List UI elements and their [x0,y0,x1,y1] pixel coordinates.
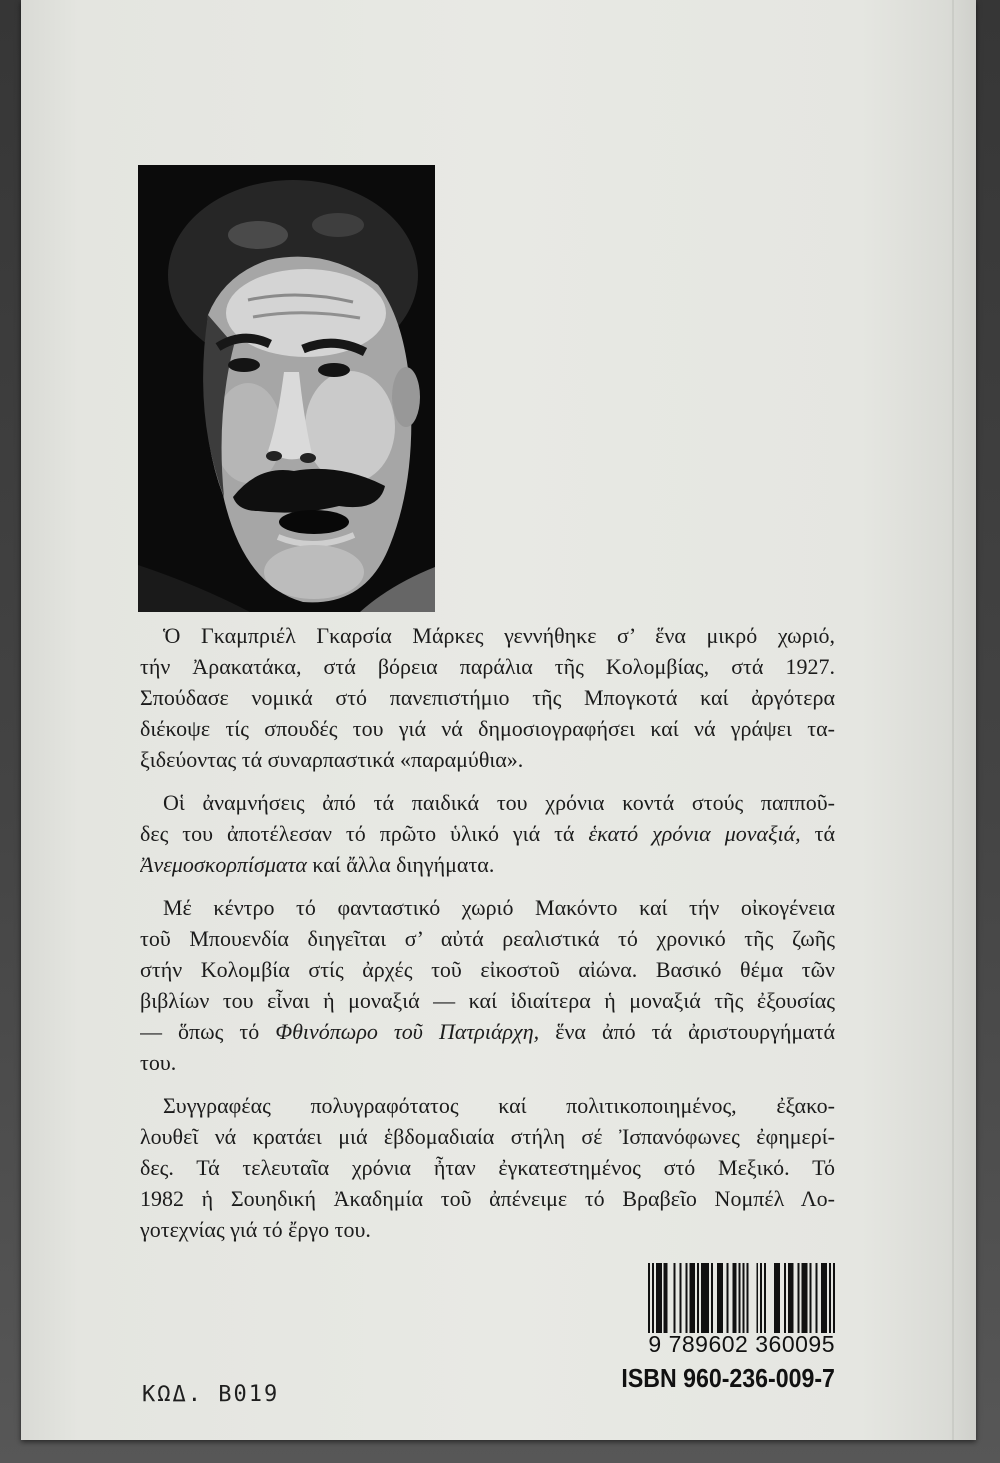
bio-line [140,682,835,713]
bio-line [140,787,835,818]
portrait-left-eye [228,358,260,372]
portrait-chin [264,545,364,599]
text-segment: λουθεῖ νά κρατάει μιά ἑβδομαδιαία στήλη σέ Ἰσπανόφωνες ἐφημερί- [140,1124,835,1149]
bio-line [140,1183,835,1214]
text-segment: τά [814,821,835,846]
text-segment: Οἱ ἀναμνήσεις ἀπό τά παιδικά του χρόνια κοντά στούς παπποῦ- [163,790,835,815]
barcode-bar [679,1263,681,1333]
barcode-bar [764,1263,766,1333]
bio-paragraph-2 [140,787,835,880]
barcode-bar [689,1263,695,1333]
barcode-bar [784,1263,786,1333]
text-segment: δες του ἀποτέλεσαν τό πρῶτο ὑλικό γιά τά [140,821,575,846]
barcode-bar [788,1263,794,1333]
text-segment: τοῦ Μπουενδία διηγεῖται σ’ αὐτά ρεαλιστικά τό χρονικό τῆς ζωῆς [140,926,835,951]
portrait-ear [392,367,420,427]
barcode-bar [760,1263,762,1333]
portrait-nostril [266,451,282,461]
bio-line [140,849,835,880]
barcode-bar [802,1263,808,1333]
barcode-bar [798,1263,800,1333]
barcode-bar [756,1263,758,1333]
text-segment: διέκοψε τίς σπουδές του γιά νά δημοσιογραφήσει καί νά γράψει τα- [140,716,835,741]
text-segment: Σπούδασε νομικά στό πανεπιστήμιο τῆς Μπογκοτά καί ἀργότερα [140,685,835,710]
portrait-right-eye [318,363,350,377]
barcode-bar [739,1263,741,1333]
portrait-hair-highlight [228,221,288,249]
text-segment: ἕνα ἀπό τά ἀριστουργήματά [555,1019,835,1044]
bio-line [140,1214,835,1245]
bio-line [140,954,835,985]
barcode-bar [656,1263,662,1333]
book-title-autumn-of-the-patriarch: Φθινόπωρο τοῦ Πατριάρχη, [275,1019,540,1044]
bio-line [140,1047,835,1078]
bio-line [140,620,835,651]
barcode-bar [685,1263,687,1333]
bio-paragraph-4 [140,1090,835,1245]
spine-fold [952,0,954,1440]
bio-line [140,1090,835,1121]
text-segment: βιβλίων του εἶναι ἡ μοναξιά — καί ἰδιαίτερα ἡ μοναξιά τῆς ἐξουσίας [140,988,835,1013]
barcode-bar [746,1263,748,1333]
text-segment: Μέ κέντρο τό φανταστικό χωριό Μακόντο καί τήν οἰκογένεια [163,895,835,920]
barcode-bar [697,1263,699,1333]
barcode-bar [821,1263,827,1333]
barcode-bar [742,1263,744,1333]
barcode-bar [652,1263,654,1333]
bio-line [140,1152,835,1183]
isbn-number: ISBN 960-236-009-7 [621,1363,835,1393]
text-segment: Συγγραφέας πολυγραφότατος καί πολιτικοποιημένος, ἐξακο- [163,1093,835,1118]
barcode-digits: 9 789602 360095 [648,1331,835,1357]
barcode-bar [648,1263,650,1333]
text-segment: τήν Ἀρακατάκα, στά βόρεια παράλια τῆς Κολομβίας, στά 1927. [140,654,835,679]
text-segment: δες. Τά τελευταῖα χρόνια ἦταν ἐγκατεστημένος στό Μεξικό. Τό [140,1155,835,1180]
portrait-hair-highlight [312,213,364,237]
text-segment: — ὅπως τό [140,1019,260,1044]
bio-line [140,985,835,1016]
bio-line [140,713,835,744]
bio-paragraph-1 [140,620,835,775]
barcode-bar [733,1263,737,1333]
author-portrait [138,165,435,612]
barcode-bar [815,1263,817,1333]
bio-line [140,1016,835,1047]
book-title-one-hundred-years: ἑκατό χρόνια μοναξιά, [588,821,801,846]
portrait-right-cheek [305,371,395,483]
barcode-bar [829,1263,831,1333]
bio-line [140,651,835,682]
book-title-leaf-storm: Ἀνεμοσκορπίσματα [140,852,307,877]
bio-line [140,744,835,775]
barcode-bar [833,1263,835,1333]
barcode-bar [701,1263,709,1333]
barcode-bar [717,1263,723,1333]
barcode-bar [774,1263,780,1333]
bio-line [140,923,835,954]
portrait-mouth [279,510,349,534]
author-biography [140,620,835,1257]
text-segment: ξιδεύοντας τά συναρπαστικά «παραμύθια». [140,747,524,772]
bio-line [140,818,835,849]
portrait-nostril [300,453,316,463]
book-back-cover [21,0,976,1440]
barcode-bar [711,1263,713,1333]
text-segment: 1982 ἡ Σουηδική Ἀκαδημία τοῦ ἀπένειμε τό Βραβεῖο Νομπέλ Λο- [140,1186,835,1211]
product-code-label: ΚΩΔ. Β019 [142,1382,280,1407]
text-segment: του. [140,1050,177,1075]
barcode-bar [809,1263,811,1333]
bio-line [140,1121,835,1152]
isbn-barcode [648,1263,835,1333]
barcode-bar [674,1263,676,1333]
bio-paragraph-3 [140,892,835,1078]
barcode-bar [664,1263,668,1333]
text-segment: γοτεχνίας γιά τό ἔργο του. [140,1217,371,1242]
text-segment: Ὁ Γκαμπριέλ Γκαρσία Μάρκες γεννήθηκε σ’ ἕνα μικρό χωριό, [163,623,835,648]
text-segment: στήν Κολομβία στίς ἀρχές τοῦ εἰκοστοῦ αἰώνα. Βασικό θέμα τῶν [140,957,835,982]
barcode-bar [727,1263,729,1333]
bio-line [140,892,835,923]
text-segment: καί ἄλλα διηγήματα. [312,852,495,877]
